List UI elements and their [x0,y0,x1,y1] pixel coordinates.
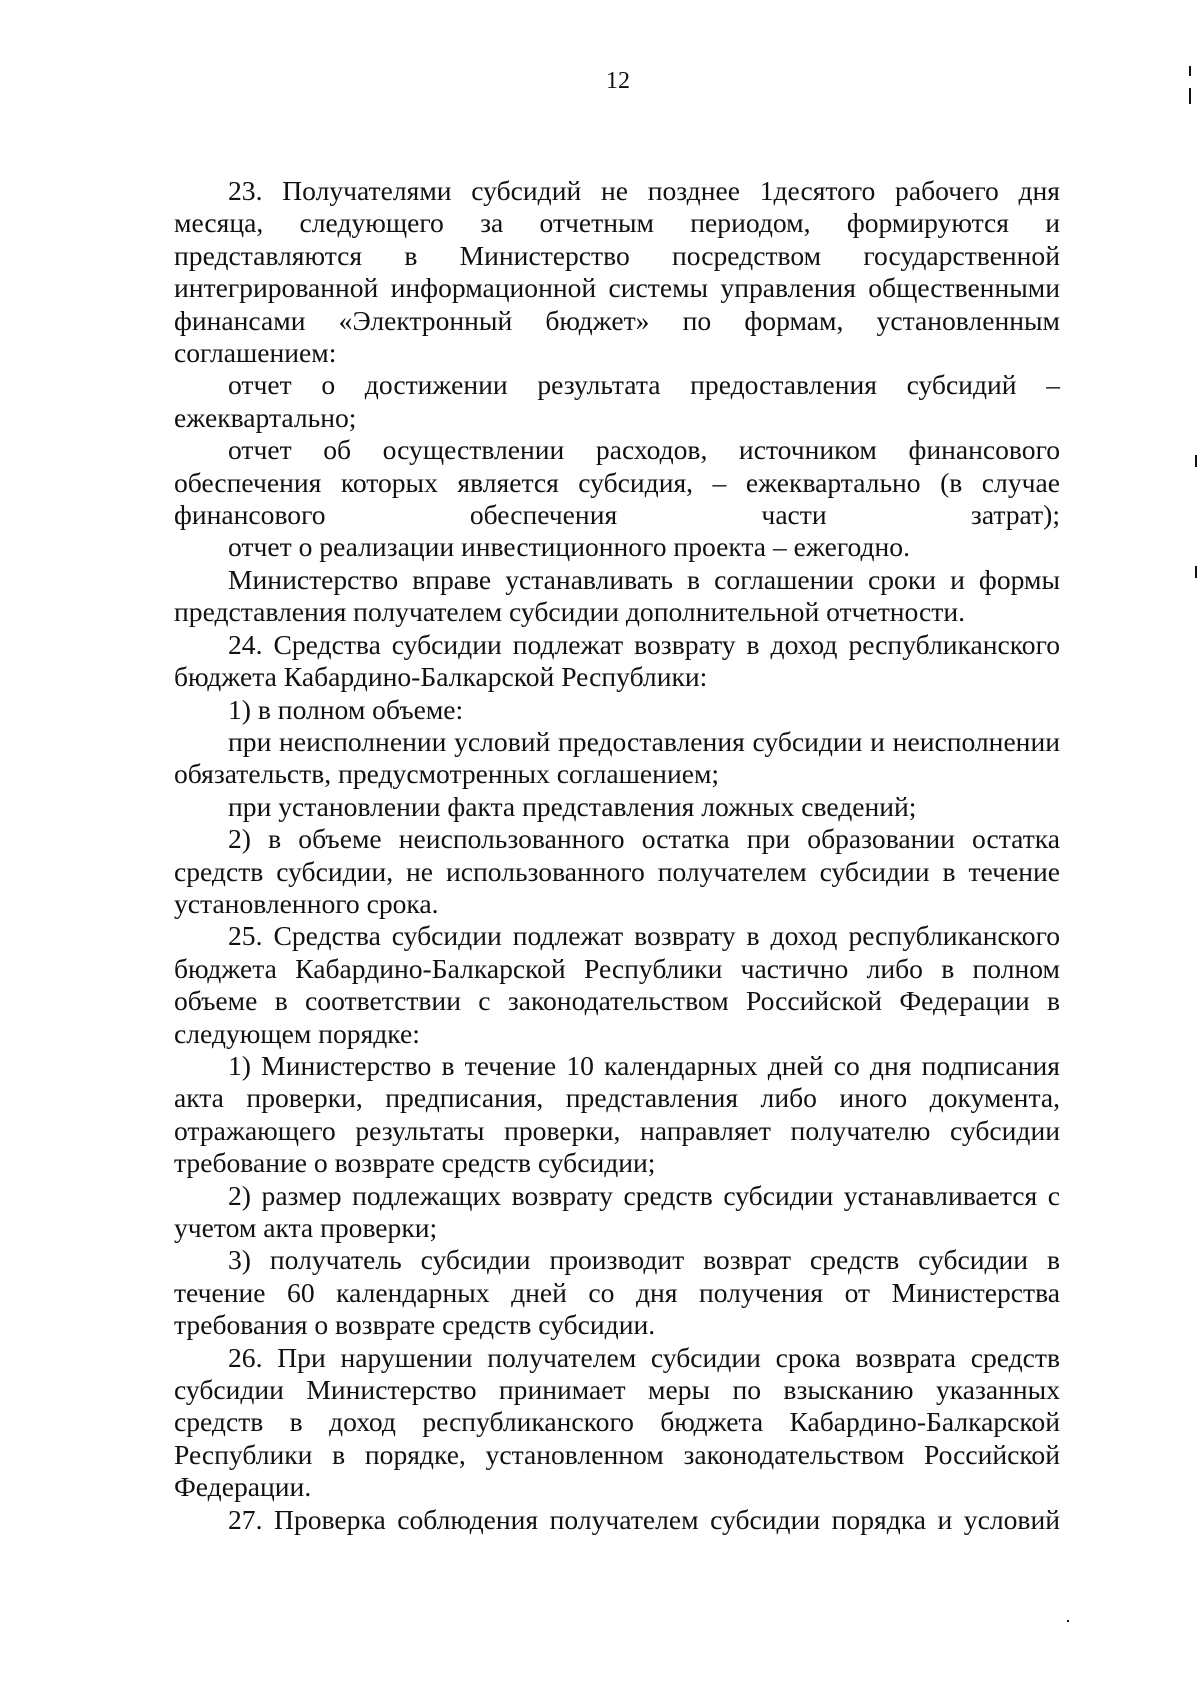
document-body [174,175,1060,1536]
scan-mark-middle [1195,455,1197,467]
page-number: 12 [606,68,630,94]
paragraph-25-item-1: 1) Министерство в течение 10 календарных дней со дня подписания акта проверки, предписания, представления либо иного документа, отражающего результаты проверки, направляет получателю субсидии требование о возврате средств субсидии; [174,1049,1060,1179]
paragraph-23: 23. Получателями субсидий не позднее 1десятого рабочего дня месяца, следующего за отчетным периодом, формируются и представляются в Министерство посредством государственной интегрированной информационной системы управления общественными финансами «Электронный бюджет» по формам, установленным соглашением: [174,175,1060,369]
paragraph-report-expenses: отчет об осуществлении расходов, источником финансового обеспечения которых является субсидия, – ежеквартально (в случае финансового обеспечения части затрат); [174,434,1060,531]
paragraph-24-item-1-condition-a: при неисполнении условий предоставления субсидии и неисполнении обязательств, предусмотренных соглашением; [174,725,1060,790]
scan-mark-top [1189,66,1191,76]
paragraph-report-investment: отчет о реализации инвестиционного проекта – ежегодно. [228,531,910,563]
scan-mark-top-lower [1189,88,1191,104]
paragraph-27: 27. Проверка соблюдения получателем субсидии порядка и условий [228,1503,1060,1535]
paragraph-report-results: отчет о достижении результата предоставления субсидий – ежеквартально; [174,369,1060,433]
paragraph-24-item-1: 1) в полном объеме: [228,693,464,725]
scan-mark-middle-lower [1195,566,1197,578]
paragraph-25-item-2: 2) размер подлежащих возврату средств субсидии устанавливается с учетом акта проверки; [174,1179,1060,1243]
paragraph-ministry-rights: Министерство вправе устанавливать в соглашении сроки и формы представления получателем субсидии дополнительной отчетности. [174,563,1060,628]
paragraph-25-item-3: 3) получатель субсидии производит возврат средств субсидии в течение 60 календарных дней со дня получения от Министерства требования о возврате средств субсидии. [174,1244,1060,1341]
scan-mark-bottom [1067,1620,1069,1622]
paragraph-24-item-2: 2) в объеме неиспользованного остатка при образовании остатка средств субсидии, не использованного получателем субсидии в течение установленного срока. [174,823,1060,919]
paragraph-25: 25. Средства субсидии подлежат возврату в доход республиканского бюджета Кабардино-Балкарской Республики частично либо в полном объеме в соответствии с законодательством Российской Федерации в следующем порядке: [174,920,1060,1049]
paragraph-24: 24. Средства субсидии подлежат возврату в доход республиканского бюджета Кабардино-Балкарской Республики: [174,628,1060,693]
paragraph-26: 26. При нарушении получателем субсидии срока возврата средств субсидии Министерство принимает меры по взысканию указанных средств в доход республиканского бюджета Кабардино-Балкарской Республики в порядке, установленном законодательством Российской Федерации. [174,1341,1060,1503]
paragraph-24-item-1-condition-b: при установлении факта представления ложных сведений; [228,790,917,822]
